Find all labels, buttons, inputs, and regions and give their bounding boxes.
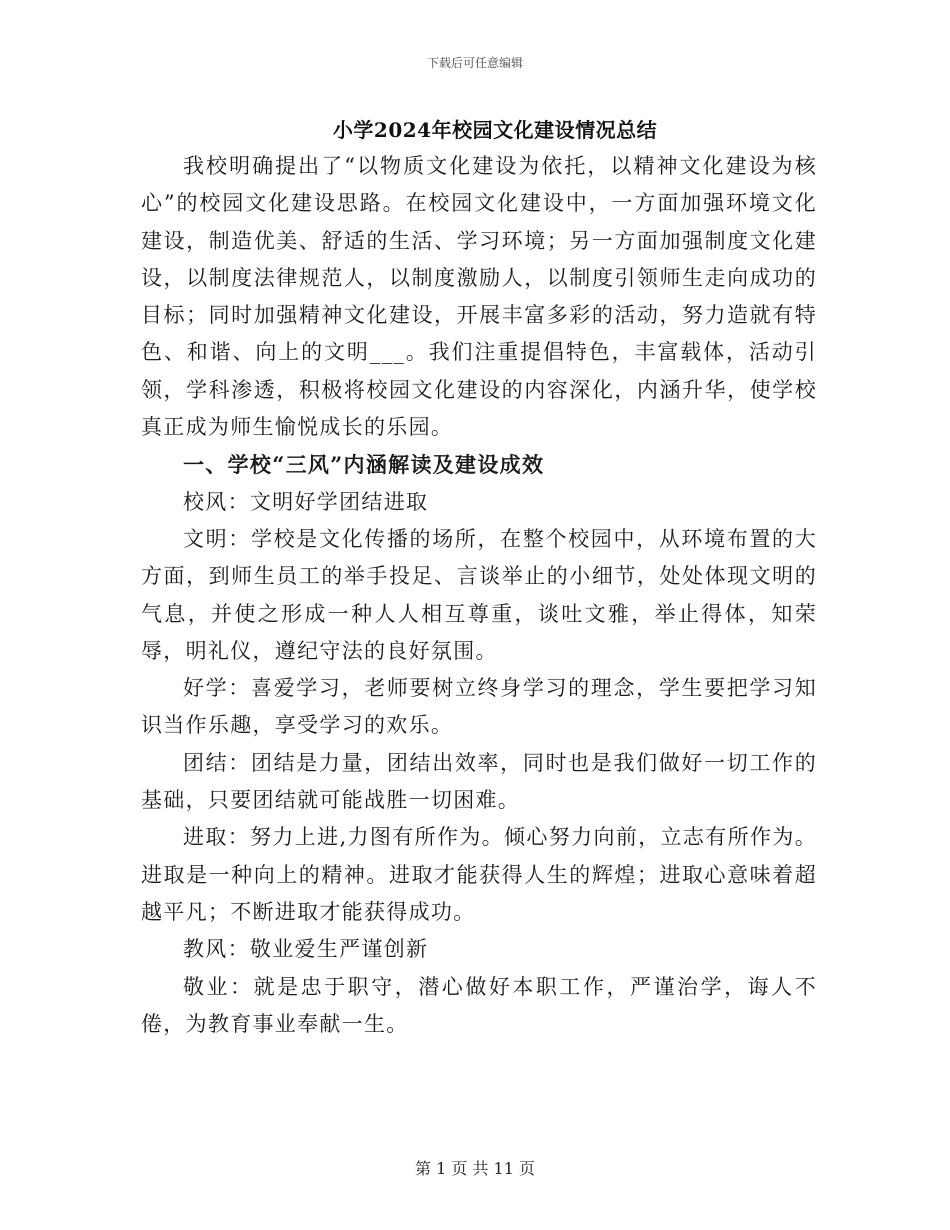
paragraph-progress: 进取：努力上进,力图有所作为。倾心努力向前，立志有所作为。进取是一种向上的精神。进取才能获得人生的辉煌；进取心意味着超越平凡；不断进取才能获得成功。	[141, 825, 817, 924]
paragraph-intro: 我校明确提出了“以物质文化建设为依托，以精神文化建设为核心”的校园文化建设思路。在校园文化建设中，一方面加强环境文化建设，制造优美、舒适的生活、学习环境；另一方面加强制度文化建设，以制度法律规范人，以制度激励人，以制度引领师生走向成功的目标；同时加强精神文化建设，开展丰富多彩的活动，努力造就有特色、和谐、向上的文明___。我们注重提倡特色，丰富载体，活动引领，学科渗透，积极将校园文化建设的内容深化，内涵升华，使学校真正成为师生愉悦成长的乐园。	[141, 154, 817, 440]
paragraph-teaching-spirit: 教风：敬业爱生严谨创新	[183, 937, 429, 962]
paragraph-school-spirit: 校风：文明好学团结进取	[183, 489, 429, 514]
paragraph-civilization: 文明：学校是文化传播的场所，在整个校园中，从环境布置的大方面，到师生员工的举手投足、言谈举止的小细节，处处体现文明的气息，并使之形成一种人人相互尊重，谈吐文雅，举止得体，知荣辱，明礼仪，遵纪守法的良好氛围。	[141, 526, 817, 663]
page-number: 第 1 页 共 11 页	[415, 1159, 535, 1178]
section-heading: 一、学校“三风”内涵解读及建设成效	[183, 452, 545, 478]
document-body	[141, 148, 817, 1043]
paragraph-unity: 团结：团结是力量，团结出效率，同时也是我们做好一切工作的基础，只要团结就可能战胜一切困难。	[141, 750, 817, 813]
document-title: 小学2024年校园文化建设情况总结	[332, 118, 658, 142]
paragraph-studious: 好学：喜爱学习，老师要树立终身学习的理念，学生要把学习知识当作乐趣，享受学习的欢乐。	[141, 676, 817, 738]
paragraph-dedication: 敬业：就是忠于职守，潜心做好本职工作，严谨治学，诲人不倦，为教育事业奉献一生。	[141, 974, 817, 1036]
header-note: 下载后可任意编辑	[426, 56, 523, 70]
